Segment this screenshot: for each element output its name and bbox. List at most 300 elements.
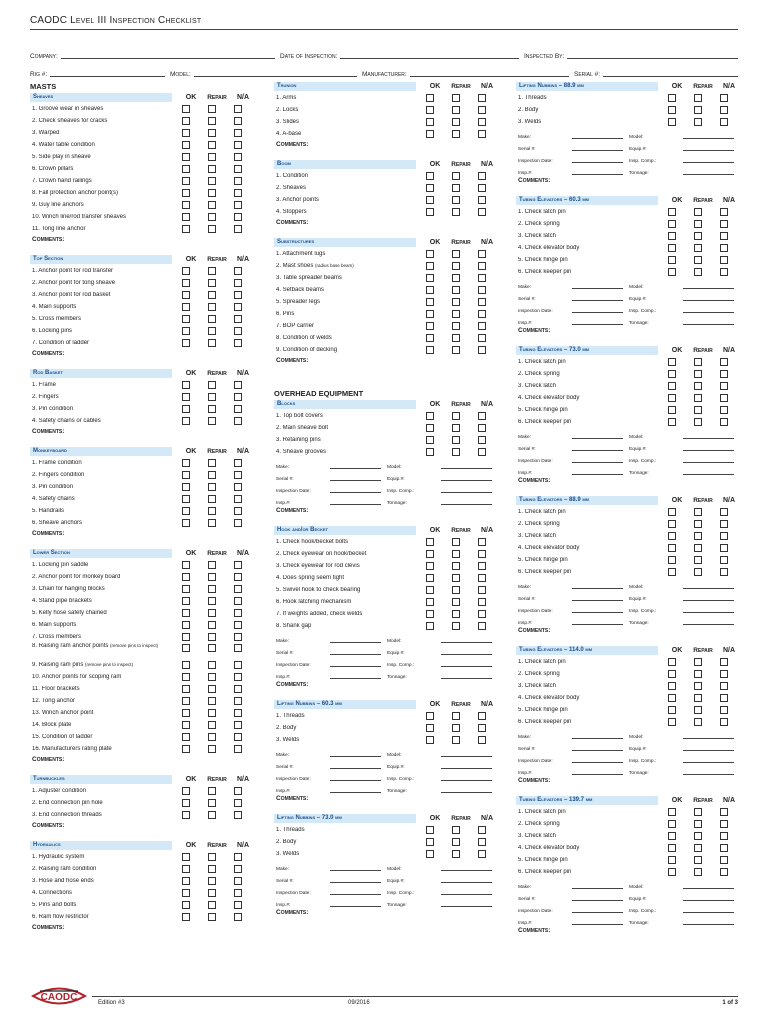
equip-field[interactable] xyxy=(683,750,734,751)
repair-checkbox[interactable] xyxy=(452,850,460,858)
ok-checkbox[interactable] xyxy=(182,291,190,299)
ok-checkbox[interactable] xyxy=(182,459,190,467)
repair-checkbox[interactable] xyxy=(452,562,460,570)
na-checkbox[interactable] xyxy=(720,118,728,126)
ok-checkbox[interactable] xyxy=(668,418,676,426)
ok-checkbox[interactable] xyxy=(426,724,434,732)
repair-checkbox[interactable] xyxy=(452,298,460,306)
repair-checkbox[interactable] xyxy=(452,736,460,744)
na-checkbox[interactable] xyxy=(478,562,486,570)
repair-checkbox[interactable] xyxy=(452,262,460,270)
repair-checkbox[interactable] xyxy=(694,694,702,702)
ok-checkbox[interactable] xyxy=(426,118,434,126)
ok-checkbox[interactable] xyxy=(426,310,434,318)
na-checkbox[interactable] xyxy=(234,901,242,909)
na-checkbox[interactable] xyxy=(478,550,486,558)
na-checkbox[interactable] xyxy=(234,585,242,593)
na-checkbox[interactable] xyxy=(234,799,242,807)
na-checkbox[interactable] xyxy=(720,532,728,540)
repair-checkbox[interactable] xyxy=(208,267,216,275)
make-field[interactable] xyxy=(330,870,381,871)
serial-field[interactable] xyxy=(330,480,381,481)
na-checkbox[interactable] xyxy=(234,877,242,885)
repair-checkbox[interactable] xyxy=(208,585,216,593)
model-field[interactable] xyxy=(194,68,357,77)
na-checkbox[interactable] xyxy=(478,586,486,594)
na-checkbox[interactable] xyxy=(234,165,242,173)
repair-checkbox[interactable] xyxy=(208,459,216,467)
repair-checkbox[interactable] xyxy=(208,213,216,221)
repair-checkbox[interactable] xyxy=(208,303,216,311)
repair-checkbox[interactable] xyxy=(208,811,216,819)
ok-checkbox[interactable] xyxy=(668,370,676,378)
na-checkbox[interactable] xyxy=(720,358,728,366)
ok-checkbox[interactable] xyxy=(182,225,190,233)
na-checkbox[interactable] xyxy=(234,811,242,819)
na-checkbox[interactable] xyxy=(720,370,728,378)
ok-checkbox[interactable] xyxy=(668,568,676,576)
ok-checkbox[interactable] xyxy=(182,661,190,669)
na-checkbox[interactable] xyxy=(720,394,728,402)
ok-checkbox[interactable] xyxy=(426,826,434,834)
na-checkbox[interactable] xyxy=(234,105,242,113)
repair-checkbox[interactable] xyxy=(452,538,460,546)
repair-checkbox[interactable] xyxy=(208,865,216,873)
repair-checkbox[interactable] xyxy=(208,561,216,569)
insp-no-field[interactable] xyxy=(572,324,623,325)
na-checkbox[interactable] xyxy=(234,279,242,287)
na-checkbox[interactable] xyxy=(478,850,486,858)
repair-checkbox[interactable] xyxy=(694,394,702,402)
insp-no-field[interactable] xyxy=(572,624,623,625)
repair-checkbox[interactable] xyxy=(452,184,460,192)
na-checkbox[interactable] xyxy=(720,94,728,102)
ok-checkbox[interactable] xyxy=(182,279,190,287)
repair-checkbox[interactable] xyxy=(694,820,702,828)
na-checkbox[interactable] xyxy=(478,448,486,456)
na-checkbox[interactable] xyxy=(234,405,242,413)
tonnage-field[interactable] xyxy=(683,174,734,175)
repair-checkbox[interactable] xyxy=(208,633,216,641)
repair-checkbox[interactable] xyxy=(208,644,216,652)
na-checkbox[interactable] xyxy=(720,694,728,702)
na-checkbox[interactable] xyxy=(720,544,728,552)
ok-checkbox[interactable] xyxy=(426,298,434,306)
repair-checkbox[interactable] xyxy=(694,658,702,666)
make-field[interactable] xyxy=(572,888,623,889)
na-checkbox[interactable] xyxy=(234,315,242,323)
repair-checkbox[interactable] xyxy=(208,381,216,389)
ok-checkbox[interactable] xyxy=(426,208,434,216)
repair-checkbox[interactable] xyxy=(208,799,216,807)
insp-comp-field[interactable] xyxy=(441,666,492,667)
na-checkbox[interactable] xyxy=(234,889,242,897)
na-checkbox[interactable] xyxy=(234,865,242,873)
na-checkbox[interactable] xyxy=(720,208,728,216)
ok-checkbox[interactable] xyxy=(182,189,190,197)
insp-comp-field[interactable] xyxy=(683,912,734,913)
repair-checkbox[interactable] xyxy=(694,868,702,876)
na-checkbox[interactable] xyxy=(720,856,728,864)
repair-checkbox[interactable] xyxy=(694,94,702,102)
repair-checkbox[interactable] xyxy=(694,406,702,414)
ok-checkbox[interactable] xyxy=(426,274,434,282)
repair-checkbox[interactable] xyxy=(208,787,216,795)
insp-date-field[interactable] xyxy=(572,912,623,913)
ok-checkbox[interactable] xyxy=(668,808,676,816)
repair-checkbox[interactable] xyxy=(452,118,460,126)
repair-checkbox[interactable] xyxy=(208,609,216,617)
ok-checkbox[interactable] xyxy=(426,94,434,102)
repair-checkbox[interactable] xyxy=(694,568,702,576)
na-checkbox[interactable] xyxy=(234,685,242,693)
na-checkbox[interactable] xyxy=(478,310,486,318)
repair-checkbox[interactable] xyxy=(208,573,216,581)
na-checkbox[interactable] xyxy=(234,597,242,605)
na-checkbox[interactable] xyxy=(234,303,242,311)
na-checkbox[interactable] xyxy=(478,574,486,582)
tonnage-field[interactable] xyxy=(683,474,734,475)
ok-checkbox[interactable] xyxy=(182,141,190,149)
equip-field[interactable] xyxy=(441,768,492,769)
ok-checkbox[interactable] xyxy=(182,471,190,479)
ok-checkbox[interactable] xyxy=(426,850,434,858)
insp-date-field[interactable] xyxy=(572,612,623,613)
repair-checkbox[interactable] xyxy=(694,856,702,864)
repair-checkbox[interactable] xyxy=(208,661,216,669)
model-field[interactable] xyxy=(683,588,734,589)
na-checkbox[interactable] xyxy=(234,225,242,233)
ok-checkbox[interactable] xyxy=(182,507,190,515)
ok-checkbox[interactable] xyxy=(182,697,190,705)
na-checkbox[interactable] xyxy=(720,232,728,240)
ok-checkbox[interactable] xyxy=(182,267,190,275)
ok-checkbox[interactable] xyxy=(182,117,190,125)
repair-checkbox[interactable] xyxy=(452,208,460,216)
ok-checkbox[interactable] xyxy=(426,562,434,570)
ok-checkbox[interactable] xyxy=(182,381,190,389)
repair-checkbox[interactable] xyxy=(208,471,216,479)
na-checkbox[interactable] xyxy=(478,250,486,258)
repair-checkbox[interactable] xyxy=(208,105,216,113)
ok-checkbox[interactable] xyxy=(426,838,434,846)
repair-checkbox[interactable] xyxy=(452,94,460,102)
insp-date-field[interactable] xyxy=(572,462,623,463)
ok-checkbox[interactable] xyxy=(182,303,190,311)
repair-checkbox[interactable] xyxy=(208,721,216,729)
na-checkbox[interactable] xyxy=(234,733,242,741)
repair-checkbox[interactable] xyxy=(208,483,216,491)
na-checkbox[interactable] xyxy=(720,406,728,414)
na-checkbox[interactable] xyxy=(478,208,486,216)
ok-checkbox[interactable] xyxy=(426,346,434,354)
ok-checkbox[interactable] xyxy=(668,682,676,690)
repair-checkbox[interactable] xyxy=(694,358,702,366)
repair-checkbox[interactable] xyxy=(452,346,460,354)
ok-checkbox[interactable] xyxy=(426,448,434,456)
na-checkbox[interactable] xyxy=(478,622,486,630)
equip-field[interactable] xyxy=(683,450,734,451)
make-field[interactable] xyxy=(572,588,623,589)
repair-checkbox[interactable] xyxy=(208,117,216,125)
ok-checkbox[interactable] xyxy=(668,358,676,366)
date-of-inspection-field[interactable] xyxy=(340,50,519,59)
ok-checkbox[interactable] xyxy=(182,877,190,885)
ok-checkbox[interactable] xyxy=(668,256,676,264)
repair-checkbox[interactable] xyxy=(694,844,702,852)
na-checkbox[interactable] xyxy=(478,598,486,606)
ok-checkbox[interactable] xyxy=(182,709,190,717)
ok-checkbox[interactable] xyxy=(182,685,190,693)
repair-checkbox[interactable] xyxy=(694,418,702,426)
ok-checkbox[interactable] xyxy=(668,658,676,666)
repair-checkbox[interactable] xyxy=(208,495,216,503)
insp-no-field[interactable] xyxy=(572,474,623,475)
na-checkbox[interactable] xyxy=(478,196,486,204)
ok-checkbox[interactable] xyxy=(668,670,676,678)
rig-field[interactable] xyxy=(50,68,165,77)
ok-checkbox[interactable] xyxy=(182,561,190,569)
repair-checkbox[interactable] xyxy=(208,189,216,197)
repair-checkbox[interactable] xyxy=(208,405,216,413)
na-checkbox[interactable] xyxy=(234,417,242,425)
na-checkbox[interactable] xyxy=(234,633,242,641)
ok-checkbox[interactable] xyxy=(426,424,434,432)
repair-checkbox[interactable] xyxy=(208,853,216,861)
repair-checkbox[interactable] xyxy=(208,597,216,605)
ok-checkbox[interactable] xyxy=(426,334,434,342)
repair-checkbox[interactable] xyxy=(208,225,216,233)
ok-checkbox[interactable] xyxy=(426,622,434,630)
na-checkbox[interactable] xyxy=(234,573,242,581)
repair-checkbox[interactable] xyxy=(452,310,460,318)
na-checkbox[interactable] xyxy=(234,621,242,629)
repair-checkbox[interactable] xyxy=(694,118,702,126)
repair-checkbox[interactable] xyxy=(208,417,216,425)
ok-checkbox[interactable] xyxy=(182,327,190,335)
na-checkbox[interactable] xyxy=(234,339,242,347)
serial-field[interactable] xyxy=(572,450,623,451)
repair-checkbox[interactable] xyxy=(208,621,216,629)
ok-checkbox[interactable] xyxy=(182,153,190,161)
equip-field[interactable] xyxy=(683,150,734,151)
na-checkbox[interactable] xyxy=(478,106,486,114)
ok-checkbox[interactable] xyxy=(182,745,190,753)
repair-checkbox[interactable] xyxy=(452,826,460,834)
model-field[interactable] xyxy=(683,738,734,739)
ok-checkbox[interactable] xyxy=(426,412,434,420)
insp-date-field[interactable] xyxy=(330,894,381,895)
repair-checkbox[interactable] xyxy=(694,244,702,252)
insp-comp-field[interactable] xyxy=(441,894,492,895)
equip-field[interactable] xyxy=(683,300,734,301)
repair-checkbox[interactable] xyxy=(208,901,216,909)
make-field[interactable] xyxy=(330,468,381,469)
serial-field[interactable] xyxy=(572,600,623,601)
insp-no-field[interactable] xyxy=(330,678,381,679)
ok-checkbox[interactable] xyxy=(668,868,676,876)
na-checkbox[interactable] xyxy=(720,706,728,714)
make-field[interactable] xyxy=(572,138,623,139)
repair-checkbox[interactable] xyxy=(452,130,460,138)
repair-checkbox[interactable] xyxy=(208,339,216,347)
ok-checkbox[interactable] xyxy=(426,262,434,270)
repair-checkbox[interactable] xyxy=(452,424,460,432)
na-checkbox[interactable] xyxy=(234,327,242,335)
na-checkbox[interactable] xyxy=(478,172,486,180)
repair-checkbox[interactable] xyxy=(208,279,216,287)
equip-field[interactable] xyxy=(441,480,492,481)
repair-checkbox[interactable] xyxy=(694,556,702,564)
ok-checkbox[interactable] xyxy=(182,573,190,581)
repair-checkbox[interactable] xyxy=(694,220,702,228)
na-checkbox[interactable] xyxy=(720,868,728,876)
ok-checkbox[interactable] xyxy=(668,406,676,414)
insp-no-field[interactable] xyxy=(572,924,623,925)
na-checkbox[interactable] xyxy=(720,508,728,516)
repair-checkbox[interactable] xyxy=(208,393,216,401)
na-checkbox[interactable] xyxy=(234,213,242,221)
na-checkbox[interactable] xyxy=(720,556,728,564)
ok-checkbox[interactable] xyxy=(426,538,434,546)
ok-checkbox[interactable] xyxy=(426,436,434,444)
repair-checkbox[interactable] xyxy=(452,712,460,720)
ok-checkbox[interactable] xyxy=(182,495,190,503)
ok-checkbox[interactable] xyxy=(668,532,676,540)
equip-field[interactable] xyxy=(441,882,492,883)
na-checkbox[interactable] xyxy=(720,106,728,114)
na-checkbox[interactable] xyxy=(234,709,242,717)
repair-checkbox[interactable] xyxy=(208,877,216,885)
ok-checkbox[interactable] xyxy=(426,610,434,618)
na-checkbox[interactable] xyxy=(234,519,242,527)
ok-checkbox[interactable] xyxy=(668,706,676,714)
repair-checkbox[interactable] xyxy=(452,172,460,180)
insp-date-field[interactable] xyxy=(572,162,623,163)
na-checkbox[interactable] xyxy=(234,483,242,491)
repair-checkbox[interactable] xyxy=(208,153,216,161)
na-checkbox[interactable] xyxy=(478,274,486,282)
ok-checkbox[interactable] xyxy=(668,844,676,852)
repair-checkbox[interactable] xyxy=(452,598,460,606)
model-field[interactable] xyxy=(441,642,492,643)
make-field[interactable] xyxy=(330,756,381,757)
ok-checkbox[interactable] xyxy=(182,213,190,221)
insp-date-field[interactable] xyxy=(330,492,381,493)
na-checkbox[interactable] xyxy=(478,424,486,432)
repair-checkbox[interactable] xyxy=(452,106,460,114)
repair-checkbox[interactable] xyxy=(208,129,216,137)
serial-field[interactable] xyxy=(572,900,623,901)
na-checkbox[interactable] xyxy=(234,393,242,401)
repair-checkbox[interactable] xyxy=(694,832,702,840)
na-checkbox[interactable] xyxy=(478,412,486,420)
ok-checkbox[interactable] xyxy=(426,736,434,744)
na-checkbox[interactable] xyxy=(234,141,242,149)
na-checkbox[interactable] xyxy=(478,184,486,192)
repair-checkbox[interactable] xyxy=(694,208,702,216)
na-checkbox[interactable] xyxy=(478,346,486,354)
ok-checkbox[interactable] xyxy=(182,105,190,113)
na-checkbox[interactable] xyxy=(234,673,242,681)
na-checkbox[interactable] xyxy=(720,520,728,528)
repair-checkbox[interactable] xyxy=(452,838,460,846)
repair-checkbox[interactable] xyxy=(694,544,702,552)
na-checkbox[interactable] xyxy=(720,568,728,576)
company-field[interactable] xyxy=(61,50,275,59)
serial-field[interactable] xyxy=(572,150,623,151)
ok-checkbox[interactable] xyxy=(426,250,434,258)
model-field[interactable] xyxy=(683,888,734,889)
na-checkbox[interactable] xyxy=(478,826,486,834)
na-checkbox[interactable] xyxy=(234,644,242,652)
insp-comp-field[interactable] xyxy=(441,492,492,493)
ok-checkbox[interactable] xyxy=(182,721,190,729)
na-checkbox[interactable] xyxy=(478,286,486,294)
model-field[interactable] xyxy=(683,438,734,439)
na-checkbox[interactable] xyxy=(478,94,486,102)
repair-checkbox[interactable] xyxy=(208,889,216,897)
na-checkbox[interactable] xyxy=(234,267,242,275)
serial-field[interactable] xyxy=(330,882,381,883)
repair-checkbox[interactable] xyxy=(208,141,216,149)
repair-checkbox[interactable] xyxy=(208,709,216,717)
na-checkbox[interactable] xyxy=(234,697,242,705)
ok-checkbox[interactable] xyxy=(668,832,676,840)
repair-checkbox[interactable] xyxy=(208,745,216,753)
na-checkbox[interactable] xyxy=(234,561,242,569)
repair-checkbox[interactable] xyxy=(452,274,460,282)
ok-checkbox[interactable] xyxy=(668,244,676,252)
ok-checkbox[interactable] xyxy=(426,286,434,294)
na-checkbox[interactable] xyxy=(720,718,728,726)
ok-checkbox[interactable] xyxy=(426,598,434,606)
repair-checkbox[interactable] xyxy=(208,697,216,705)
ok-checkbox[interactable] xyxy=(668,520,676,528)
equip-field[interactable] xyxy=(683,900,734,901)
model-field[interactable] xyxy=(683,288,734,289)
na-checkbox[interactable] xyxy=(234,507,242,515)
make-field[interactable] xyxy=(572,738,623,739)
insp-no-field[interactable] xyxy=(330,906,381,907)
repair-checkbox[interactable] xyxy=(452,412,460,420)
ok-checkbox[interactable] xyxy=(426,574,434,582)
ok-checkbox[interactable] xyxy=(426,322,434,330)
ok-checkbox[interactable] xyxy=(182,811,190,819)
na-checkbox[interactable] xyxy=(234,853,242,861)
ok-checkbox[interactable] xyxy=(182,405,190,413)
make-field[interactable] xyxy=(330,642,381,643)
serial-field[interactable] xyxy=(572,750,623,751)
ok-checkbox[interactable] xyxy=(182,609,190,617)
ok-checkbox[interactable] xyxy=(668,556,676,564)
repair-checkbox[interactable] xyxy=(694,808,702,816)
tonnage-field[interactable] xyxy=(683,324,734,325)
insp-no-field[interactable] xyxy=(330,504,381,505)
repair-checkbox[interactable] xyxy=(694,106,702,114)
repair-checkbox[interactable] xyxy=(208,165,216,173)
ok-checkbox[interactable] xyxy=(182,315,190,323)
ok-checkbox[interactable] xyxy=(668,718,676,726)
ok-checkbox[interactable] xyxy=(182,633,190,641)
repair-checkbox[interactable] xyxy=(694,268,702,276)
ok-checkbox[interactable] xyxy=(182,165,190,173)
tonnage-field[interactable] xyxy=(441,678,492,679)
ok-checkbox[interactable] xyxy=(668,118,676,126)
na-checkbox[interactable] xyxy=(234,291,242,299)
na-checkbox[interactable] xyxy=(720,820,728,828)
model-field[interactable] xyxy=(441,468,492,469)
